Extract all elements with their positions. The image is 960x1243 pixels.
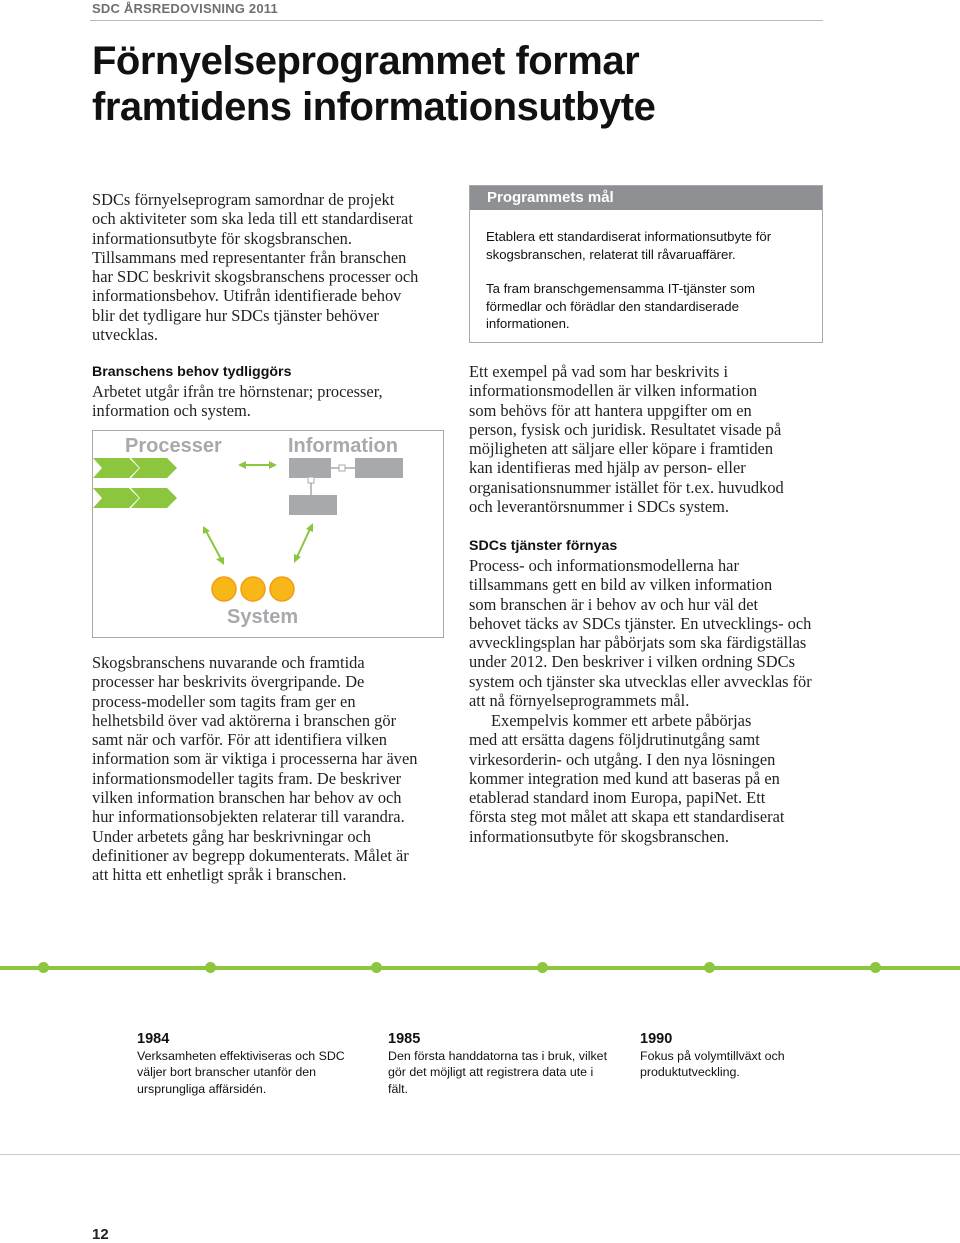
tjanster-line: med att ersätta dagens följdrutinutgång samt	[469, 730, 760, 750]
modeller-line: att hitta ett enhetligt språk i branschen.	[92, 865, 347, 885]
arrow-processer-system	[203, 526, 224, 565]
modeller-line: helhetsbild över vad aktörerna i branschen gör	[92, 710, 397, 730]
intro-line: informationsutbyte för skogsbranschen.	[92, 228, 352, 248]
timeline-entry-1985	[388, 1031, 628, 1097]
tjanster-line: informationsutbyte för skogsbranschen.	[469, 826, 729, 846]
intro-line: Tillsammans med representanter från branschen	[92, 247, 407, 267]
modeller-line: information som är viktiga i processerna har även	[92, 749, 418, 769]
modeller-line: Under arbetets gång har beskrivningar och	[92, 826, 371, 846]
timeline-dot	[205, 962, 216, 973]
modeller-line: processer har beskrivits övergripande. De	[92, 672, 365, 692]
arrow-information-system	[294, 523, 313, 563]
modeller-line: definitioner av begrepp dokumenterats. Målet är	[92, 845, 409, 865]
tjanster-paragraph-1	[469, 556, 829, 710]
timeline-line: fält.	[388, 1081, 408, 1096]
system-circle	[270, 577, 294, 601]
modeller-line: process-modeller som tagits fram ger en	[92, 691, 356, 711]
tjanster-line: som branschen är i behov av och hur väl det	[469, 594, 759, 614]
header-divider	[90, 20, 823, 21]
goals-heading: Programmets mål	[470, 186, 822, 210]
title-line-1: Förnyelseprogrammet formar	[92, 39, 640, 83]
timeline-dot	[371, 962, 382, 973]
tjanster-line: under 2012. Den beskriver i vilken ordning SDCs	[469, 652, 795, 672]
timeline-year: 1984	[137, 1031, 170, 1047]
exempel-line: Ett exempel på vad som har beskrivits i	[469, 362, 729, 381]
intro-line: informationsbehov. Utifrån identifierade behov	[92, 286, 402, 306]
tjanster-line: första steg mot målet att skapa ett standardiserat	[469, 807, 785, 827]
timeline-year: 1985	[388, 1031, 421, 1047]
timeline-year: 1990	[640, 1031, 673, 1047]
page-title	[92, 38, 792, 130]
modeller-line: Skogsbranschens nuvarande och framtida	[92, 653, 365, 672]
timeline-line: Den första handdatorna tas i bruk, vilket	[388, 1049, 608, 1063]
information-label: Information	[288, 435, 398, 457]
tjanster-line: system och tjänster ska utvecklas eller avvecklas för	[469, 671, 812, 691]
timeline-line: ursprungliga affärsidén.	[137, 1081, 267, 1096]
exempel-line: organisationsnummer istället för t.ex. huvudkod	[469, 477, 784, 497]
title-line-2: framtidens informationsutbyte	[92, 85, 656, 129]
system-circle	[212, 577, 236, 601]
goal-line: informationen.	[486, 316, 570, 331]
timeline-entry-1990	[640, 1031, 880, 1081]
modeller-line: vilken information branschen har behov av och	[92, 788, 402, 808]
exempel-line: och leverantörsnummer i SDCs system.	[469, 497, 729, 517]
exempel-line: informationsmodellen är vilken information	[469, 381, 758, 401]
system-circle	[241, 577, 265, 601]
tjanster-line: avvecklingsplan har påbörjats som ska färdigställas	[469, 633, 807, 653]
exempel-line: möjligheten att säljare eller köpare i framtiden	[469, 439, 774, 459]
timeline-line: Verksamheten effektiviseras och SDC	[137, 1049, 345, 1063]
timeline-dot	[870, 962, 881, 973]
processer-label: Processer	[125, 435, 222, 457]
exempel-line: kan identifieras med hjälp av person- eller	[469, 458, 746, 478]
modeller-line: informationsmodeller tagits fram. De beskriver	[92, 768, 402, 788]
intro-line: utvecklas.	[92, 325, 158, 345]
page-number: 12	[92, 1226, 109, 1243]
information-connector	[308, 477, 314, 483]
tjanster-heading: SDCs tjänster förnyas	[469, 538, 618, 554]
diagram-graphics	[93, 431, 443, 637]
process-chevron	[93, 488, 139, 508]
intro-line: blir det tydligare hur SDCs tjänster behöver	[92, 305, 379, 325]
tjanster-line: Process- och informationsmodellerna har	[469, 556, 739, 575]
behov-heading: Branschens behov tydliggörs	[92, 364, 292, 380]
process-chevron	[93, 458, 139, 478]
timeline-dot	[704, 962, 715, 973]
modeller-line: samt när och varför. För att identifiera vilken	[92, 730, 387, 750]
tjanster-line: etablerad standard inom Europa, papiNet. Ett	[469, 788, 766, 808]
information-connector	[339, 465, 345, 471]
intro-line: och aktiviteter som ska leda till ett standardiserat	[92, 209, 413, 229]
intro-line: har SDC beskrivit skogsbranschens processer och	[92, 267, 419, 287]
information-box	[355, 458, 403, 478]
cornerstones-diagram	[92, 430, 444, 638]
goal-line: skogsbranschen, relaterat till råvaruaffärer.	[486, 246, 736, 262]
behov-paragraph	[92, 382, 452, 421]
behov-line: information och system.	[92, 401, 251, 421]
timeline-bar	[0, 966, 960, 970]
goal-line: Etablera ett standardiserat informationsutbyte för	[486, 229, 772, 244]
timeline-line: produktutveckling.	[640, 1065, 740, 1080]
timeline-text	[137, 1048, 377, 1097]
tjanster-line: kommer integration med kund att baseras på en	[469, 768, 780, 788]
timeline-line: väljer bort branscher utanför den	[137, 1065, 317, 1080]
timeline-line: Fokus på volymtillväxt och	[640, 1049, 785, 1063]
timeline-line: gör det möjligt att registrera data ute i	[388, 1065, 594, 1080]
timeline-text	[640, 1048, 880, 1081]
goal-item-1	[486, 228, 771, 263]
timeline-text	[388, 1048, 628, 1097]
intro-paragraph	[92, 190, 452, 344]
goals-box	[469, 185, 823, 343]
timeline-dot	[38, 962, 49, 973]
information-box	[289, 458, 331, 478]
timeline-dot	[537, 962, 548, 973]
exempel-paragraph	[469, 362, 829, 516]
system-label: System	[227, 606, 299, 628]
tjanster-line: behovet täcks av SDCs tjänster. En utvecklings- och	[469, 613, 812, 633]
arrow-processer-information	[238, 461, 277, 469]
tjanster-line: tillsammans gett en bild av vilken information	[469, 575, 773, 595]
modeller-paragraph	[92, 653, 452, 885]
footer-divider	[0, 1154, 960, 1155]
tjanster-line: virkesorderin- och utgång. I den nya lösningen	[469, 749, 776, 769]
modeller-line: hur informationsobjekten relaterar till varandra.	[92, 807, 405, 827]
tjanster-line: Exempelvis kommer ett arbete påbörjas	[491, 711, 752, 730]
exempel-line: person, fysisk och juridisk. Resultatet visade på	[469, 419, 782, 439]
tjanster-line: att nå förnyelseprogrammets mål.	[469, 691, 690, 711]
exempel-line: som behövs för att hantera uppgifter om en	[469, 400, 752, 420]
information-box	[289, 495, 337, 515]
goal-line: förmedlar och förädlar den standardiserade	[486, 298, 739, 314]
report-header-label: SDC ÅRSREDOVISNING 2011	[92, 1, 278, 16]
goal-item-2	[486, 280, 755, 333]
timeline-entry-1984	[137, 1031, 377, 1097]
tjanster-paragraph-2	[469, 711, 829, 846]
intro-line: SDCs förnyelseprogram samordnar de projekt	[92, 190, 395, 209]
goal-line: Ta fram branschgemensamma IT-tjänster som	[486, 281, 755, 296]
behov-line: Arbetet utgår ifrån tre hörnstenar; processer,	[92, 382, 383, 401]
